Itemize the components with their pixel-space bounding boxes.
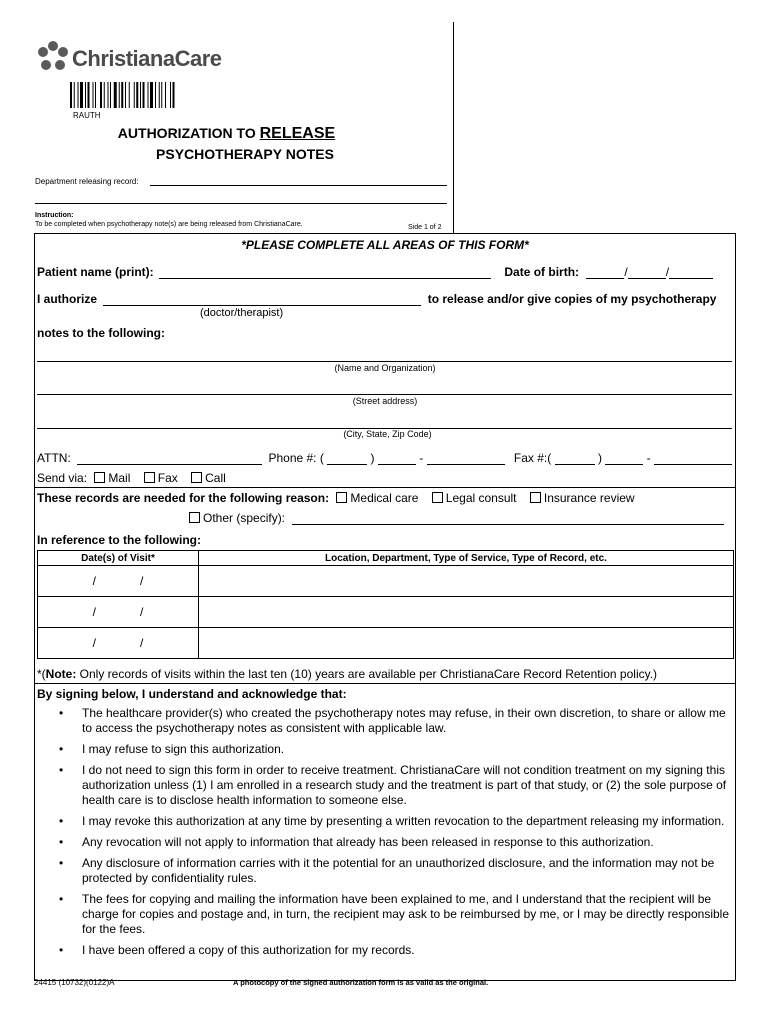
barcode [70,82,213,108]
list-item [37,763,737,808]
list-item-text: I do not need to sign this form in order to receive treatment. ChristianaCare will not condition treatment on my signing this authorization unless (1) I am enrolled in a research study and the treatment is part of that study, or (2) the sole purpose of health care is to disclose health information to someone else. [82,763,727,807]
phone-area-field[interactable] [327,464,367,465]
authorize-label: I authorize [37,292,98,306]
bullet-dot: • [59,742,64,756]
dept-field-line2[interactable] [35,203,447,204]
visits-header-details: Location, Department, Type of Service, Type of Record, etc. [199,551,734,566]
authorize-suffix: to release and/or give copies of my psychotherapy [427,292,717,306]
complete-all-banner: *PLEASE COMPLETE ALL AREAS OF THIS FORM* [241,238,529,252]
legal-consult-label: Legal consult [445,491,517,505]
other-row [185,511,724,525]
reference-label: In reference to the following: [37,533,202,547]
list-item [37,943,737,958]
other-checkbox[interactable] [189,512,200,523]
bullet-dot: • [59,814,64,828]
call-label: Call [205,471,226,485]
other-label: Other (specify): [203,511,286,525]
name-org-field[interactable] [37,361,732,362]
insurance-review-checkbox[interactable] [530,492,541,503]
retention-note [37,667,657,681]
table-row [38,597,734,628]
dob-month-field[interactable] [586,278,624,279]
visits-header-date: Date(s) of Visit* [38,551,199,566]
photocopy-note: A photocopy of the signed authorization form is as valid as the original. [233,978,489,987]
dept-label: Department releasing record: [35,177,139,186]
visit-details-cell[interactable] [199,597,734,628]
list-item [37,814,737,829]
reason-row [37,491,635,505]
date-slash: / [92,636,96,650]
dob-sep: / [624,265,628,279]
date-slash: / [92,574,96,588]
fax-label: Fax #:( [513,451,552,465]
reason-label: These records are needed for the following reason: [37,491,330,505]
list-item-text: The healthcare provider(s) who created the psychotherapy notes may refuse, in their own discretion, to share or allow me to access the psychotherapy notes as consistent with applicable law. [82,706,726,735]
instruction-text: To be completed when psychotherapy note(s) are being released from ChristianaCare. [35,221,303,228]
date-slash: / [140,605,144,619]
visit-date-cell[interactable] [38,597,199,628]
dob-day-field[interactable] [628,278,666,279]
bullet-dot: • [59,943,64,957]
fax-prefix-field[interactable] [605,464,643,465]
bullet-dot: • [59,706,64,720]
acknowledge-list [37,706,737,964]
barcode-label: RAUTH [73,111,101,120]
dob-label: Date of birth: [504,265,580,279]
city-caption: (City, State, Zip Code) [343,429,432,439]
doctor-caption: (doctor/therapist) [200,307,284,319]
title-prefix: AUTHORIZATION TO [117,125,260,141]
bullet-dot: • [59,835,64,849]
header-divider [453,22,454,234]
date-slash: / [140,574,144,588]
note-text: Only records of visits within the last ten (10) years are available per ChristianaCare Record Retention policy.) [76,667,658,681]
list-item-text: I may revoke this authorization at any time by presenting a written revocation to the department releasing my information. [82,814,725,828]
visit-date-cell[interactable] [38,628,199,659]
list-item [37,742,737,757]
phone-label: Phone #: ( [268,451,324,465]
fax-dash: - [646,451,651,465]
instruction-label: Instruction: [35,212,74,219]
date-slash: / [92,605,96,619]
medical-care-checkbox[interactable] [336,492,347,503]
form-title-line2: PSYCHOTHERAPY NOTES [156,146,334,162]
fax-paren: ) [597,451,602,465]
legal-consult-checkbox[interactable] [432,492,443,503]
fax-checkbox[interactable] [144,472,155,483]
patient-name-field[interactable] [159,278,491,279]
note-prefix: *( [37,667,46,681]
visits-table [37,550,734,659]
mail-label: Mail [108,471,131,485]
street-caption: (Street address) [352,396,418,406]
phone-paren: ) [370,451,375,465]
list-item [37,706,737,736]
other-field[interactable] [292,524,724,525]
fax-area-field[interactable] [555,464,595,465]
logo-wordmark: ChristianaCare [72,46,222,71]
bullet-dot: • [59,856,64,870]
mail-checkbox[interactable] [94,472,105,483]
fax-line-field[interactable] [654,464,732,465]
attn-field[interactable] [77,464,262,465]
doctor-field[interactable] [103,305,421,306]
phone-line-field[interactable] [427,464,505,465]
insurance-review-label: Insurance review [543,491,635,505]
list-item-text: I have been offered a copy of this authorization for my records. [82,943,415,957]
list-item-text: Any revocation will not apply to information that already has been released in response to this authorization. [82,835,654,849]
authorize-row [37,292,716,306]
send-via-label: Send via: [37,471,88,485]
attn-label: ATTN: [37,451,71,465]
dob-year-field[interactable] [669,278,713,279]
name-org-caption: (Name and Organization) [334,363,436,373]
acknowledge-heading: By signing below, I understand and acknowledge that: [37,687,347,701]
bullet-dot: • [59,892,64,906]
date-slash: / [140,636,144,650]
medical-care-label: Medical care [350,491,419,505]
form-code: 24415 (10732)(0122)A [34,978,115,987]
section-divider [34,487,736,488]
call-checkbox[interactable] [191,472,202,483]
dob-sep: / [665,265,670,279]
dept-field[interactable] [150,185,447,186]
bullet-dot: • [59,763,64,777]
section-divider [34,683,736,684]
note-bold: Note: [45,667,77,681]
phone-dash: - [419,451,424,465]
fax-option-label: Fax [157,471,178,485]
street-field[interactable] [37,394,732,395]
table-row [38,566,734,597]
list-item [37,892,737,937]
send-via-row [37,471,226,485]
table-row [38,628,734,659]
visit-details-cell[interactable] [199,566,734,597]
patient-name-row [37,265,713,279]
patient-name-label: Patient name (print): [37,265,154,279]
notes-to-label: notes to the following: [37,326,165,340]
form-title-line1 [0,125,453,143]
list-item-text: Any disclosure of information carries with it the potential for an unauthorized disclosure, and the information may not be protected by confidentiality rules. [82,856,715,885]
phone-prefix-field[interactable] [378,464,416,465]
list-item-text: The fees for copying and mailing the information have been explained to me, and I understand that the recipient will be charge for copies and postage and, in turn, the recipient may ask to be reimbursed by me, or I may be directly responsible for the fees. [82,892,730,936]
visit-date-cell[interactable] [38,566,199,597]
list-item [37,856,737,886]
christianacare-logo-icon [35,40,71,74]
attn-row [37,451,732,465]
title-emphasis: RELEASE [259,125,336,142]
list-item-text: I may refuse to sign this authorization. [82,742,285,756]
list-item [37,835,737,850]
side-indicator: Side 1 of 2 [408,224,442,231]
visit-details-cell[interactable] [199,628,734,659]
